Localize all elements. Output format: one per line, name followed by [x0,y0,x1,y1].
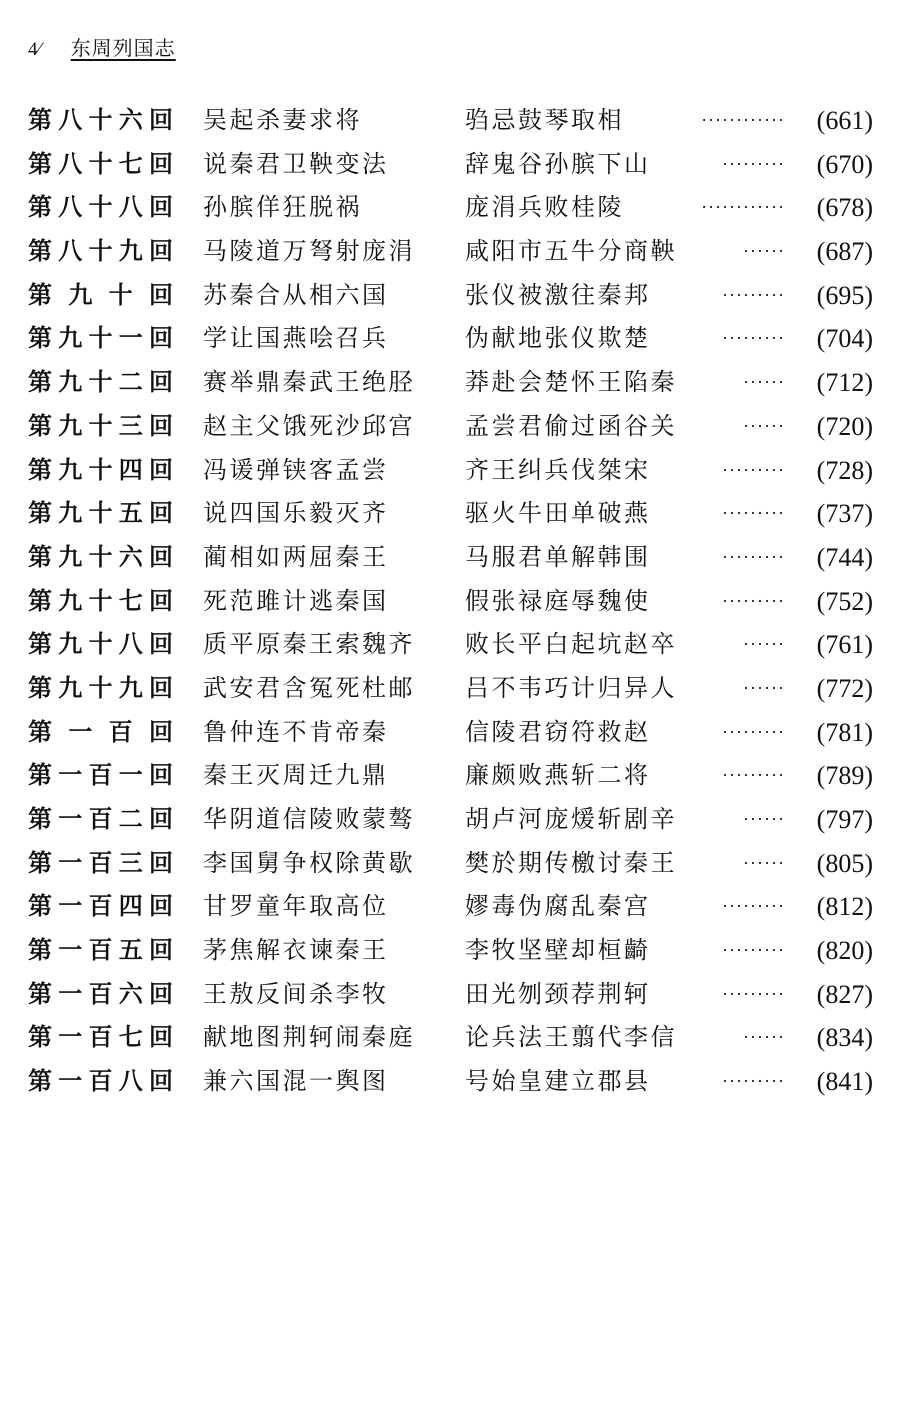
toc-entry[interactable] [28,885,873,929]
dot-leader: ········· [722,590,785,611]
chapter-title-second-line: 驱火牛田单破燕 [465,499,651,528]
chapter-title-second-line: 辞鬼谷孙膑下山 [465,149,651,178]
chapter-title-second-line: 败长平白起坑赵卒 [465,630,677,659]
dot-leader: ········· [722,546,785,567]
chapter-title-second-line: 樊於期传檄讨秦王 [465,848,677,877]
chapter-title-first-line: 鲁仲连不肯帝秦 [203,717,389,746]
dot-leader: ········· [722,328,785,349]
dot-leader: ········· [722,983,785,1004]
chapter-title-second-line: 驺忌鼓琴取相 [465,106,624,134]
chapter-title-first-line: 说秦君卫鞅变法 [203,149,389,178]
dot-leader: ········· [722,503,785,524]
dot-leader: ······ [743,1027,785,1048]
toc-entry[interactable] [28,143,873,187]
chapter-title-second-line: 孟尝君偷过函谷关 [465,411,677,440]
chapter-title-second-line: 庞涓兵败桂陵 [465,193,624,222]
chapter-title-first-line: 蔺相如两屈秦王 [203,542,389,571]
page-reference: (670) [816,149,873,179]
chapter-title-first-line: 赵主父饿死沙邱宫 [203,411,415,440]
toc-entry[interactable] [28,842,873,886]
toc-entry[interactable] [28,973,873,1017]
chapter-title-first-line: 武安君含冤死杜邮 [203,673,415,702]
toc-entry[interactable] [28,798,873,842]
dot-leader: ········· [722,721,785,742]
table-of-contents [28,99,873,1104]
chapter-title-second-line: 伪献地张仪欺楚 [465,324,651,353]
toc-entry[interactable] [28,711,873,755]
chapter-number: 第 八 十 六 回 [28,106,173,134]
dot-leader: ······ [743,372,785,393]
chapter-number: 第 一 百 五 回 [28,936,173,965]
chapter-number: 第 一 百 二 回 [28,805,173,833]
dot-leader: ······ [743,809,785,829]
toc-entry[interactable] [28,1060,873,1104]
page-reference: (820) [816,936,873,966]
toc-entry[interactable] [28,405,873,449]
toc-entry[interactable] [28,449,873,493]
chapter-title-first-line: 死范雎计逃秦国 [203,586,389,615]
dot-leader: ······ [743,241,785,262]
page-reference: (761) [816,630,873,660]
chapter-title-second-line: 信陵君窃符救赵 [465,717,651,746]
chapter-title-first-line: 李国舅争权除黄歇 [203,848,415,877]
chapter-title-second-line: 莽赴会楚怀王陷秦 [465,368,677,397]
chapter-number: 第 九 十 回 [28,280,173,309]
page-reference: (827) [816,979,873,1009]
page-reference: (712) [816,368,873,398]
chapter-title-first-line: 赛举鼎秦武王绝胫 [203,368,415,397]
chapter-title-first-line: 茅焦解衣谏秦王 [203,936,389,965]
chapter-title-first-line: 孙膑佯狂脱祸 [203,193,362,222]
chapter-title-second-line: 张仪被激往秦邦 [465,280,651,309]
dot-leader: ········· [722,940,785,961]
chapter-title-first-line: 质平原秦王索魏齐 [203,630,415,659]
chapter-title-second-line: 吕不韦巧计归异人 [465,673,677,702]
chapter-title-first-line: 秦王灭周迁九鼎 [203,761,389,790]
chapter-title-second-line: 李牧坚壁却桓齮 [465,936,651,965]
toc-entry[interactable] [28,186,873,230]
dot-leader: ········· [722,896,785,917]
chapter-title-first-line: 冯谖弹铗客孟尝 [203,455,389,484]
chapter-number: 第 一 百 回 [28,717,173,746]
chapter-title-first-line: 学让国燕哙召兵 [203,324,389,353]
dot-leader: ······ [743,677,785,698]
chapter-number: 第 九 十 九 回 [28,673,173,702]
page-reference: (797) [816,805,873,834]
page-reference: (737) [816,499,873,529]
chapter-title-second-line: 田光刎颈荐荆轲 [465,979,651,1008]
chapter-title-first-line: 兼六国混一舆图 [203,1067,389,1096]
page-reference: (704) [816,324,873,354]
page-reference: (687) [816,237,873,267]
toc-entry[interactable] [28,754,873,798]
dot-leader: ············ [701,110,785,130]
chapter-number: 第 九 十 三 回 [28,411,173,440]
dot-leader: ······ [743,852,785,873]
page-reference: (720) [816,411,873,441]
toc-entry[interactable] [28,929,873,973]
chapter-title-second-line: 廉颇败燕斩二将 [465,761,651,790]
chapter-number: 第 九 十 六 回 [28,542,173,571]
toc-entry[interactable] [28,99,873,143]
chapter-title-first-line: 王敖反间杀李牧 [203,979,389,1008]
page-reference: (661) [816,106,873,135]
chapter-title-second-line: 号始皇建立郡县 [465,1067,651,1096]
dot-leader: ········· [722,765,785,786]
page-number: 4⁄ [28,39,41,60]
page-reference: (772) [816,673,873,703]
page-reference: (678) [816,193,873,223]
chapter-title-first-line: 吴起杀妻求将 [203,106,362,134]
toc-entry[interactable] [28,274,873,318]
chapter-number: 第 一 百 七 回 [28,1023,173,1052]
chapter-number: 第 一 百 八 回 [28,1067,173,1096]
page-reference: (805) [816,848,873,878]
chapter-number: 第 一 百 一 回 [28,761,173,790]
chapter-title-second-line: 假张禄庭辱魏使 [465,586,651,615]
page-reference: (812) [816,892,873,922]
page-reference: (744) [816,542,873,572]
toc-entry[interactable] [28,317,873,361]
chapter-title-first-line: 说四国乐毅灭齐 [203,499,389,528]
dot-leader: ············ [701,197,785,218]
chapter-number: 第 九 十 五 回 [28,499,173,528]
dot-leader: ········· [722,153,785,174]
chapter-title-first-line: 甘罗童年取高位 [203,892,389,921]
toc-entry[interactable] [28,361,873,405]
page-reference: (834) [816,1023,873,1053]
toc-entry[interactable] [28,492,873,536]
chapter-number: 第 九 十 二 回 [28,368,173,397]
chapter-number: 第 九 十 四 回 [28,455,173,484]
chapter-title-second-line: 胡卢河庞煖斩剧辛 [465,805,677,833]
chapter-number: 第 九 十 一 回 [28,324,173,353]
chapter-title-first-line: 苏秦合从相六国 [203,280,389,309]
chapter-title-first-line: 献地图荆轲闹秦庭 [203,1023,415,1052]
toc-entry[interactable] [28,536,873,580]
page-header [28,32,176,62]
dot-leader: ······ [743,415,785,436]
page-reference: (695) [816,280,873,310]
chapter-number: 第 一 百 四 回 [28,892,173,921]
page-reference: (728) [816,455,873,485]
chapter-number: 第 一 百 三 回 [28,848,173,877]
page-reference: (781) [816,717,873,747]
chapter-number: 第 八 十 七 回 [28,149,173,178]
dot-leader: ········· [722,459,785,480]
chapter-title-second-line: 论兵法王翦代李信 [465,1023,677,1052]
chapter-number: 第 八 十 八 回 [28,193,173,222]
toc-entry[interactable] [28,1016,873,1060]
chapter-title-first-line: 马陵道万弩射庞涓 [203,237,415,266]
book-title: 东周列国志 [70,36,176,60]
chapter-title-second-line: 齐王纠兵伐桀宋 [465,455,651,484]
dot-leader: ········· [722,1071,785,1092]
page-reference: (841) [816,1067,873,1097]
page-reference: (789) [816,761,873,791]
toc-entry[interactable] [28,230,873,274]
dot-leader: ········· [722,284,785,305]
chapter-title-second-line: 嫪毒伪腐乱秦宫 [465,892,651,921]
chapter-title-second-line: 咸阳市五牛分商鞅 [465,237,677,266]
page-reference: (752) [816,586,873,616]
chapter-title-second-line: 马服君单解韩围 [465,542,651,571]
toc-entry[interactable] [28,580,873,624]
chapter-number: 第 八 十 九 回 [28,237,173,266]
toc-entry[interactable] [28,623,873,667]
dot-leader: ······ [743,634,785,655]
chapter-number: 第 九 十 七 回 [28,586,173,615]
chapter-title-first-line: 华阴道信陵败蒙骜 [203,805,415,833]
chapter-number: 第 一 百 六 回 [28,979,173,1008]
chapter-number: 第 九 十 八 回 [28,630,173,659]
toc-entry[interactable] [28,667,873,711]
